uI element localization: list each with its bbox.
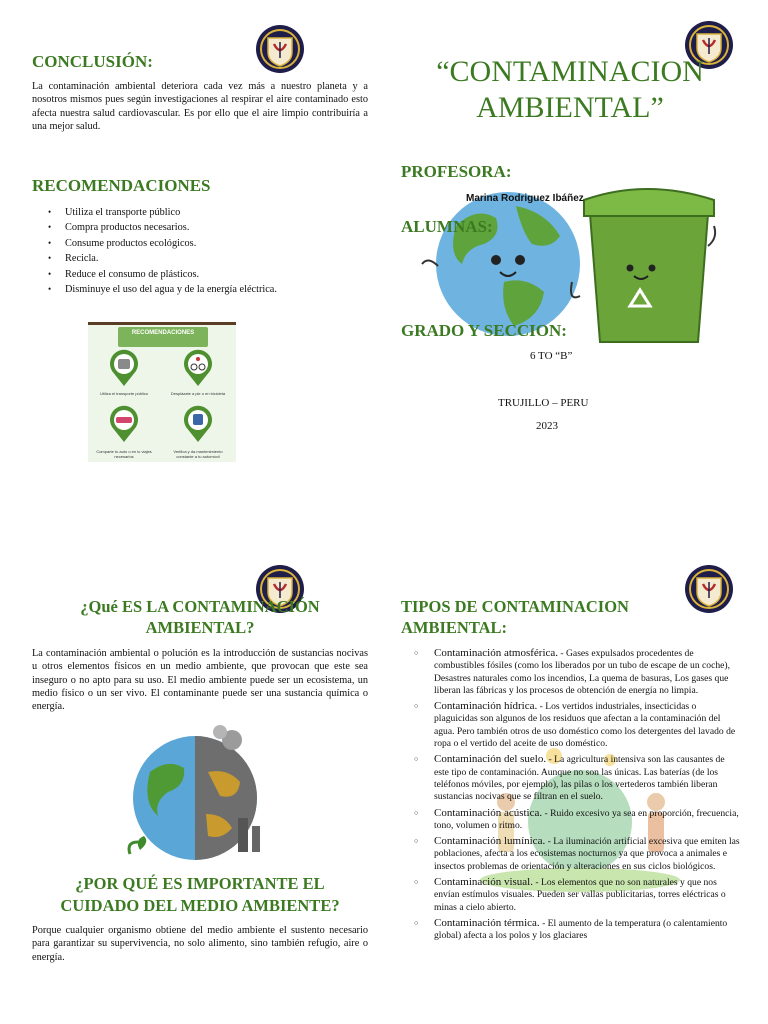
list-item	[414, 807, 740, 833]
mechanic-pin-icon	[182, 405, 214, 443]
page-title: “CONTAMINACION AMBIENTAL”	[436, 55, 704, 124]
infographic-caption: Utiliza el transporte público	[99, 391, 149, 396]
pollution-type-description: - Ruido excesivo ya sea en proporción, frecuencia, tono, volumen o ritmo.	[434, 807, 739, 831]
pollution-type-name: Contaminación del suelo.	[434, 753, 547, 766]
infographic-caption: Desplázate a pie o en bicicleta	[170, 391, 226, 396]
school-crest-icon	[254, 22, 306, 76]
pollution-type-name: Contaminación lumínica.	[434, 835, 546, 848]
pollution-type-name: Contaminación hídrica.	[434, 700, 538, 713]
list-item	[414, 700, 740, 750]
why-care-heading: ¿POR QUÉ ES IMPORTANTE EL CUIDADO DEL MEDIO AMBIENTE?	[60, 874, 340, 915]
list-item	[414, 835, 740, 873]
professor-label: PROFESORA:	[401, 162, 512, 181]
list-item	[414, 876, 740, 914]
pollution-type-name: Contaminación visual.	[434, 876, 533, 889]
list-item: • Reduce el consumo de plásticos.	[48, 267, 368, 282]
pollution-type-description: - El aumento de la temperatura (o calentamiento global) afecta a los polos y los glaciares	[434, 917, 728, 942]
recommendations-list	[48, 205, 368, 297]
students-label: ALUMNAS:	[401, 217, 493, 236]
car-pin-icon	[108, 405, 140, 443]
infographic-banner: RECOMENDACIONES	[118, 327, 208, 347]
pollution-type-description: - Los vertidos industriales, insecticidas o plaguicidas son algunos de los residuos que afectan a la contaminación del agua. Pero también otros de uso doméstico como los detergentes del lavado de ropa o el vertido del aceite de uso doméstico.	[434, 701, 736, 750]
list-item: • Consume productos ecológicos.	[48, 236, 368, 251]
pollution-types-list	[414, 647, 740, 946]
why-care-paragraph: Porque cualquier organismo obtiene del medio ambiente el sustento necesario para garantizar su supervivencia, no solo alimento, sino también refugio, aire o energía.	[32, 925, 368, 963]
pollution-type-name: Contaminación acústica.	[434, 806, 543, 819]
pollution-type-description: - La agricultura intensiva son las causantes de este tipo de contaminación. Aunque no son las únicas. Las baterías (de los teléfonos móviles, por ejemplo), las pilas o los vertederos también liberan sustancias nocivas que se filtran en el suelo.	[434, 754, 725, 803]
year-label: 2023	[536, 420, 558, 432]
grade-value: 6 TO “B”	[530, 350, 573, 362]
pollution-types-heading: TIPOS DE CONTAMINACION AMBIENTAL:	[401, 597, 629, 637]
list-item	[414, 917, 740, 943]
what-is-pollution-paragraph: La contaminación ambiental o polución es la introducción de sustancias nocivas u otros elementos físicos en un medio ambiente, que provocan que este sea inseguro o no apto para su uso. El medio ambiente puede ser un ecosistema, un medio físico o un ser vivo. El contaminante puede ser una sustancia química o energía.	[32, 648, 368, 713]
bus-pin-icon	[108, 349, 140, 387]
infographic-caption: Verifica y da mantenimiento constante a tu automóvil	[173, 449, 223, 459]
city-label: TRUJILLO – PERU	[498, 397, 589, 409]
list-item: • Compra productos necesarios.	[48, 220, 368, 235]
list-item: • Recicla.	[48, 251, 368, 266]
list-item: • Utiliza el transporte público	[48, 205, 368, 220]
pollution-type-name: Contaminación térmica.	[434, 916, 540, 929]
list-item: • Disminuye el uso del agua y de la energía eléctrica.	[48, 282, 368, 297]
infographic-caption: Comparte tu auto o en lo viajes necesarios	[96, 449, 152, 459]
list-item	[414, 753, 740, 803]
pollution-type-name: Contaminación atmosférica.	[434, 647, 559, 659]
professor-name: Marina Rodriguez Ibáñez	[466, 193, 584, 204]
pollution-type-description: - Gases expulsados procedentes de combustibles fósiles (como los liberados por un tubo de escape de un coche), Desastres naturales como los incendios, La quema de basuras, Los gases que liberan las fábricas y los procesos de obtención de energía no limpia.	[434, 648, 730, 696]
bicycle-pin-icon	[182, 349, 214, 387]
conclusion-heading: CONCLUSIÓN:	[32, 52, 153, 71]
list-item	[414, 647, 740, 697]
pollution-type-description: - Los elementos que no son naturales y que nos envían estímulos visuales. Pueden ser vallas publicitarias, torres eléctricas o minas a cielo abierto.	[434, 877, 726, 913]
grade-label: GRADO Y SECCION:	[401, 321, 567, 340]
what-is-pollution-heading: ¿Qué ES LA CONTAMINACIÓN AMBIENTAL?	[80, 597, 320, 637]
recommendations-heading: RECOMENDACIONES	[32, 176, 211, 195]
conclusion-paragraph: La contaminación ambiental deteriora cada vez más a nuestro planeta y a nosotros mismos pues según investigaciones al respirar el aire contaminado esto afecta nuestra salud cardiovascular. Es por ello que el aire limpio contribuiría a una mejor salud.	[32, 81, 368, 133]
polluted-earth-illustration	[120, 722, 270, 870]
pollution-type-description: - La iluminación artificial excesiva que emiten las poblaciones, afecta a los ecosistemas nocturnos ya que provoca a animales e insectos problemas de orientación y alteraciones en sus ciclos biológicos.	[434, 836, 740, 872]
recommendations-infographic	[88, 322, 236, 462]
